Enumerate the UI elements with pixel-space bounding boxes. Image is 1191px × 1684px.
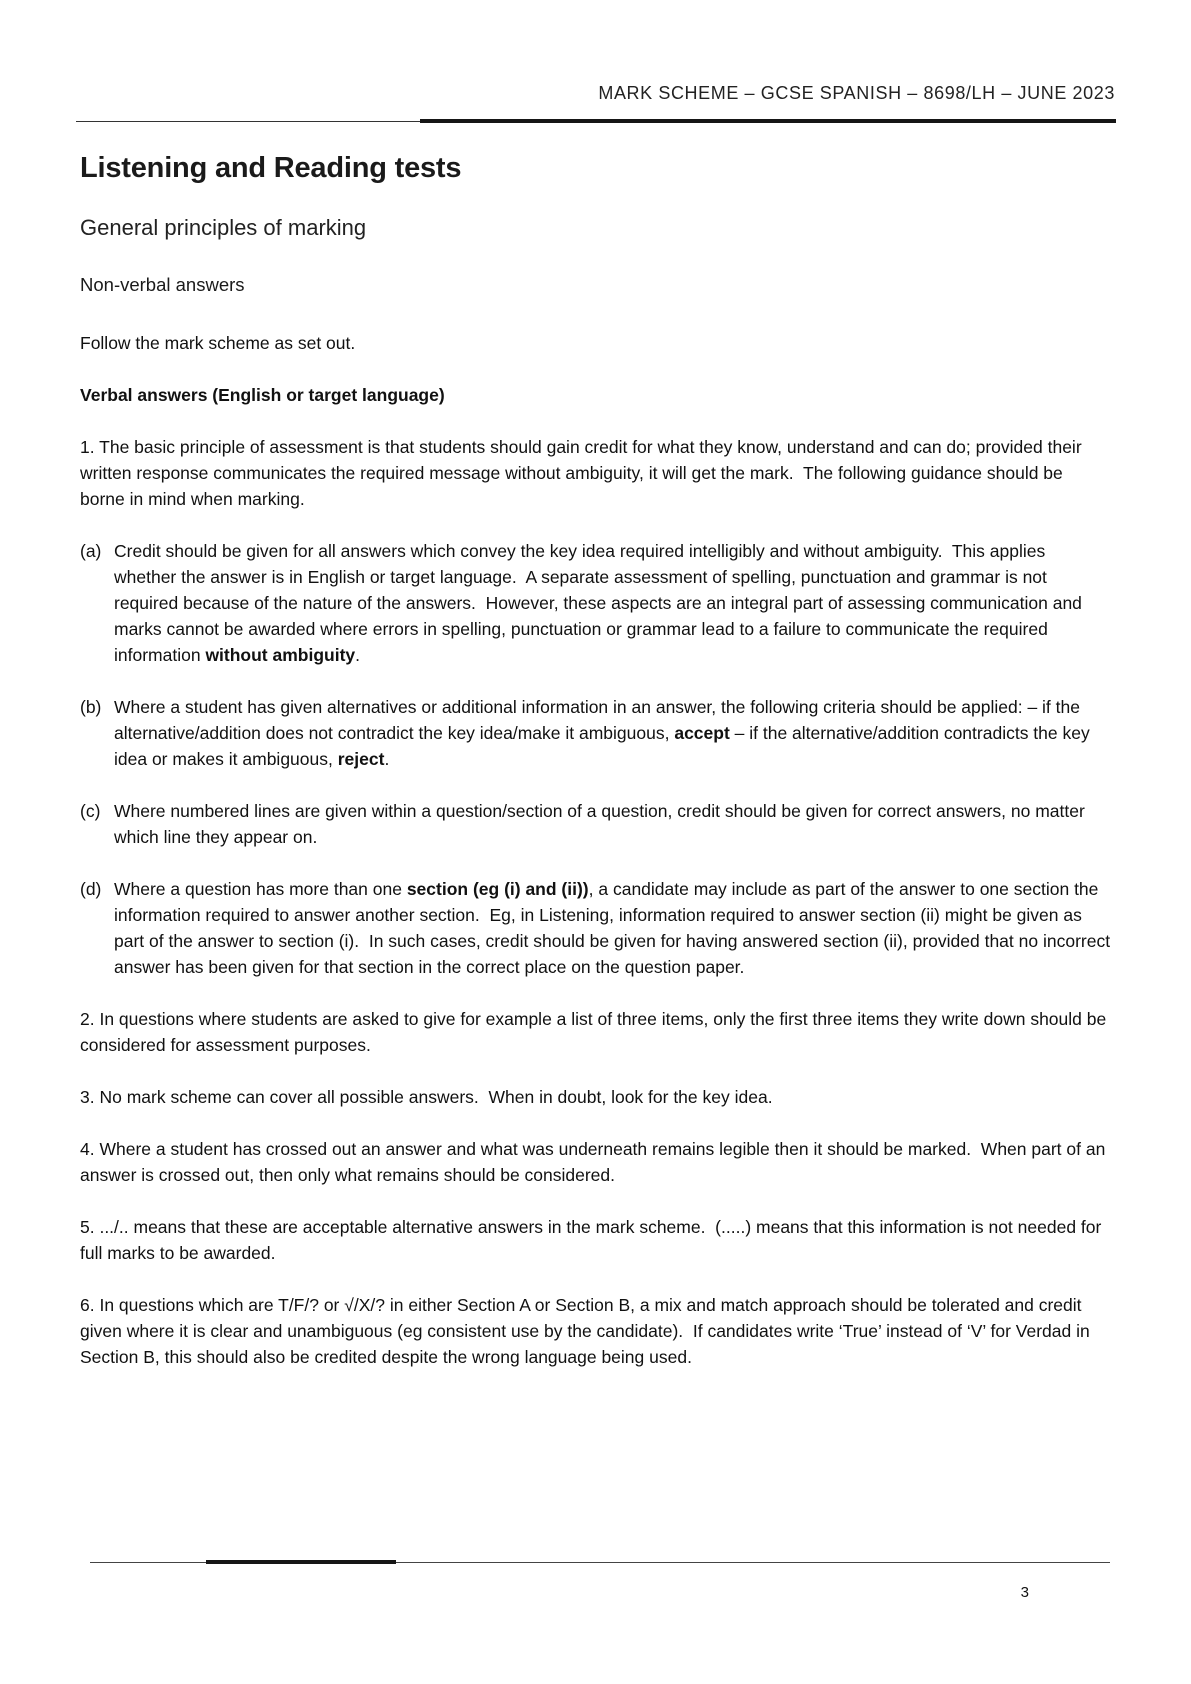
page-number: 3	[1020, 1584, 1029, 1601]
paragraph-5: 5. .../.. means that these are acceptable alternative answers in the mark scheme. (.....) means that this information is not needed for full marks to be awarded.	[80, 1217, 1107, 1263]
section-heading-general-principles: General principles of marking	[80, 215, 367, 240]
paragraph-nonverbal-instruction: Follow the mark scheme as set out.	[80, 333, 356, 353]
lettered-item-b	[80, 694, 1112, 772]
item-d-label: (d)	[80, 879, 102, 899]
page-header	[576, 62, 1115, 125]
item-d-text: Where a question has more than one section (eg (i) and (ii)), a candidate may include as part of the answer to one section the information required to answer another section. Eg, in Listening, information required to answer section (ii) might be given as part of the answer to section (i). In such cases, credit should be given for having answered section (ii), provided that no incorrect answer has been given for that section in the correct place on the question paper.	[114, 879, 1115, 977]
lettered-item-a	[80, 538, 1112, 668]
item-c-label: (c)	[80, 801, 101, 821]
lettered-item-c	[80, 798, 1112, 850]
footer-rule-thick	[206, 1560, 396, 1564]
subsection-heading-nonverbal: Non-verbal answers	[80, 274, 245, 295]
page-title: Listening and Reading tests	[80, 152, 462, 184]
item-a-text: Credit should be given for all answers which convey the key idea required intelligibly and without ambiguity. This applies whether the answer is in English or target language. A separate assessment of spelling, punctuation and grammar is not required because of the nature of the answers. However, these aspects are an integral part of assessing communication and marks cannot be awarded where errors in spelling, punctuation or grammar lead to a failure to communicate the required information without ambiguity.	[114, 541, 1087, 665]
item-c-text: Where numbered lines are given within a question/section of a question, credit should be given for correct answers, no matter which line they appear on.	[114, 801, 1090, 847]
header-title: MARK SCHEME – GCSE SPANISH – 8698/LH – JUNE 2023	[598, 83, 1115, 103]
item-a-label: (a)	[80, 541, 102, 561]
document-content	[80, 152, 1115, 1396]
paragraph-2: 2. In questions where students are asked to give for example a list of three items, only the first three items they write down should be considered for assessment purposes.	[80, 1009, 1112, 1055]
lettered-item-d	[80, 876, 1115, 980]
paragraph-6: 6. In questions which are T/F/? or √/X/? in either Section A or Section B, a mix and match approach should be tolerated and credit given where it is clear and unambiguous (eg consistent use by the candidate). If candidates write ‘True’ instead of ‘V’ for Verdad in Section B, this should also be credited despite the wrong language being used.	[80, 1295, 1095, 1367]
paragraph-4: 4. Where a student has crossed out an answer and what was underneath remains legible then it should be marked. When part of an answer is crossed out, then only what remains should be considered.	[80, 1139, 1111, 1185]
header-rule-thick	[420, 119, 1116, 123]
item-b-label: (b)	[80, 697, 102, 717]
paragraph-3: 3. No mark scheme can cover all possible answers. When in doubt, look for the key idea.	[80, 1087, 773, 1107]
item-b-text: Where a student has given alternatives or additional information in an answer, the following criteria should be applied: – if the alternative/addition does not contradict the key idea/make it ambiguous, accept – if the alternative/addition contradicts the key idea or makes it ambiguous, reject.	[114, 697, 1095, 769]
subsection-heading-verbal: Verbal answers (English or target language)	[80, 385, 445, 405]
paragraph-1: 1. The basic principle of assessment is that students should gain credit for what they know, understand and can do; provided their written response communicates the required message without ambiguity, it will get the mark. The following guidance should be borne in mind when marking.	[80, 437, 1087, 509]
